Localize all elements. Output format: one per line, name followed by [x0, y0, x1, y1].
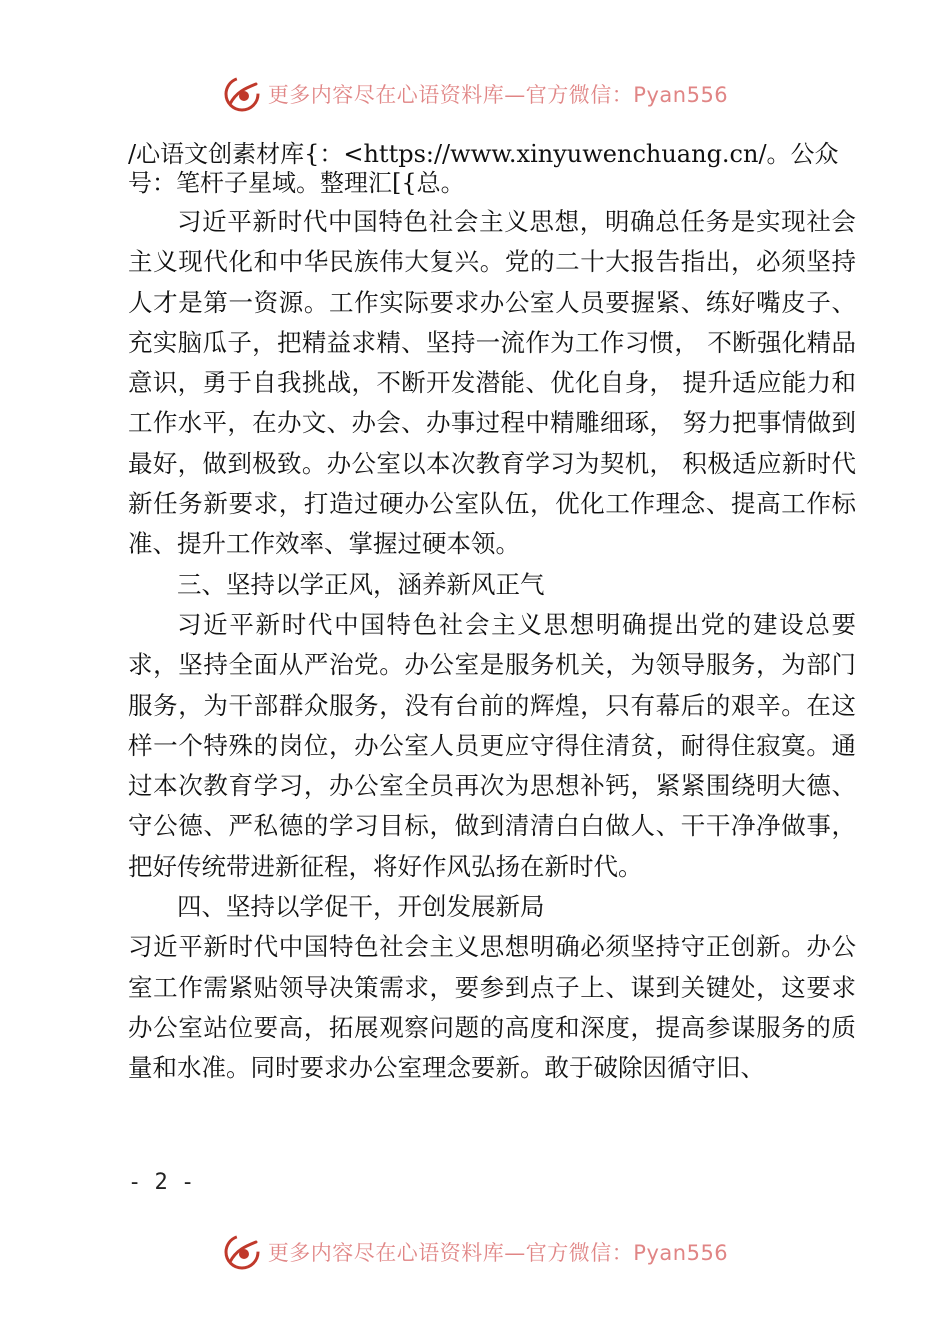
- swirl-logo-icon: [222, 1232, 262, 1272]
- section-heading-4: 四、坚持以学促干，开创发展新局: [177, 892, 545, 922]
- document-body: [128, 140, 856, 1089]
- header-banner-text: 更多内容尽在心语资料库—官方微信：Pyan556: [267, 83, 729, 107]
- paragraph-talent: 习近平新时代中国特色社会主义思想，明确总任务是实现社会主义现代化和中华民族伟大复兴。党的二十大报告指出，必须坚持人才是第一资源。工作实际要求办公室人员要握紧、练好嘴皮子、充实脑瓜子，把精益求精、坚持一流作为工作习惯， 不断强化精品意识，勇于自我挑战，不断开发潜能、优化自身， 提升适应能力和工作水平，在办文、办会、办事过程中精雕细琢， 努力把事情做到最好，做到极致。办公室以本次教育学习为契机， 积极适应新时代新任务新要求，打造过硬办公室队伍，优化工作理念、提高工作标准、提升工作效率、掌握过硬本领。: [128, 207, 856, 559]
- footer-banner-text: 更多内容尽在心语资料库—官方微信：Pyan556: [267, 1241, 729, 1265]
- swirl-logo-icon: [222, 74, 262, 114]
- page-number: - 2 -: [128, 1170, 195, 1195]
- intro-line: /心语文创素材库{：<https://www.xinyuwenchuang.cn/。公众号：笔杆子星域。整理汇[{总。: [128, 140, 839, 197]
- footer-banner: [0, 1230, 950, 1274]
- header-banner: [0, 72, 950, 116]
- paragraph-party-building: 习近平新时代中国特色社会主义思想明确提出党的建设总要求，坚持全面从严治党。办公室是服务机关，为领导服务，为部门服务，为干部群众服务，没有台前的辉煌，只有幕后的艰辛。在这样一个特殊的岗位，办公室人员更应守得住清贫，耐得住寂寞。通过本次教育学习，办公室全员再次为思想补钙，紧紧围绕明大德、守公德、严私德的学习目标，做到清清白白做人、干干净净做事，把好传统带进新征程，将好作风弘扬在新时代。: [128, 609, 856, 881]
- paragraph-innovation: 习近平新时代中国特色社会主义思想明确必须坚持守正创新。办公室工作需紧贴领导决策需求，要参到点子上、谋到关键处，这要求办公室站位要高，拓展观察问题的高度和深度，提高参谋服务的质量和水准。同时要求办公室理念要新。敢于破除因循守旧、: [128, 932, 856, 1083]
- section-heading-3: 三、坚持以学正风，涵养新风正气: [177, 569, 545, 599]
